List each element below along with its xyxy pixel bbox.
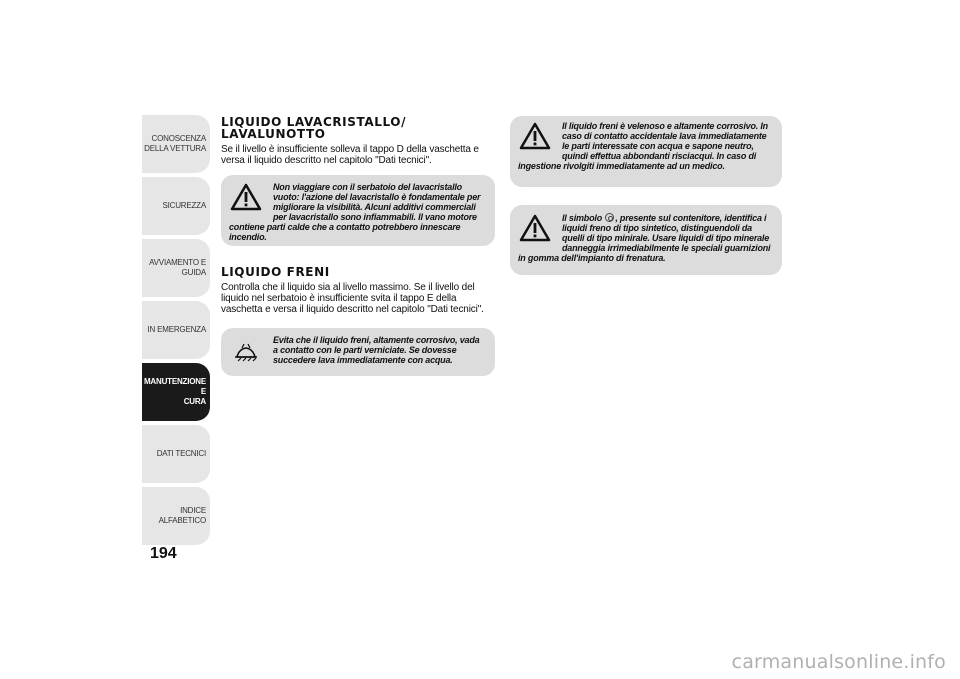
page-number: 194 [150, 545, 177, 562]
warning-text-suffix: , presente sul contenitore, identifica i liquidi freno di tipo sintetico, distinguendoli da quelli di tipo minirale. Usare liquidi di tipo minerale danneggia irrimediabilmente le speciali guarnizioni in gomma dell'impianto di frenatura. [518, 213, 771, 263]
tab-label: DATI TECNICI [156, 449, 206, 458]
warning-text-veleno: Il liquido freni è velenoso e altamente corrosivo. In caso di contatto accidentale lava immediatamente le parti interessate con acqua e sapone neutro, quindi effettua abbondanti risciacqui. In caso di ingestione rivolgiti immediatamente ad un medico. [518, 121, 768, 171]
warning-text-lavacristallo: Non viaggiare con il serbatoio del lavacristallo vuoto: l'azione del lavacristallo è fondamentale per migliorare la visibilità. Alcuni additivi commerciali per lavacristallo sono infiammabili. Il vano motore contiene parti calde che a contatto potrebbero innescare incendio. [229, 182, 481, 242]
tab-label: INDICE ALFABETICO [158, 506, 206, 525]
warning-text-vernice: Evita che il liquido freni, altamente corrosivo, vada a contatto con le parti verniciate. Se dovesse succedere lava immediatamente con acqua. [273, 335, 480, 365]
tab-label: AVVIAMENTO E GUIDA [149, 258, 206, 277]
paint-damage-icon [229, 335, 273, 367]
tab-avviamento[interactable] [142, 239, 210, 297]
section-body-lavacristallo: Se il livello è insufficiente solleva il tappo D della vaschetta e versa il liquido descritto nel capitolo "Dati tecnici". [221, 144, 479, 166]
warning-box-vernice [221, 328, 495, 376]
tab-label: MANUTENZIONE E CURA [143, 377, 206, 406]
tab-label: CONOSCENZA DELLA VETTURA [144, 134, 206, 153]
warning-triangle-icon [518, 121, 562, 153]
tab-label: SICUREZZA [162, 201, 206, 210]
warning-triangle-icon [229, 182, 273, 214]
tab-label: IN EMERGENZA [147, 325, 206, 334]
tab-sicurezza[interactable] [142, 177, 210, 235]
section-title-freni: LIQUIDO FRENI [221, 265, 330, 279]
warning-box-lavacristallo [221, 175, 495, 246]
watermark: carmanualsonline.info [731, 651, 946, 673]
section-title-lavacristallo: LIQUIDO LAVACRISTALLO/ LAVALUNOTTO [221, 115, 407, 141]
tab-dati-tecnici[interactable] [142, 425, 210, 483]
brake-fluid-symbol-icon [605, 213, 614, 222]
warning-box-veleno [510, 116, 782, 187]
left-column [221, 116, 495, 376]
tab-emergenza[interactable] [142, 301, 210, 359]
tab-conoscenza[interactable] [142, 115, 210, 173]
warning-text-prefix: Il simbolo [562, 213, 603, 223]
tab-manutenzione[interactable] [142, 363, 210, 421]
warning-triangle-icon [518, 213, 562, 245]
tab-indice[interactable] [142, 487, 210, 545]
warning-box-simbolo [510, 205, 782, 275]
section-body-freni: Controlla che il liquido sia al livello massimo. Se il livello del liquido nel serbatoio è insufficiente svita il tappo E della vaschetta e versa il liquido descritto nel capitolo "Dati tecnici". [221, 282, 484, 315]
right-column [510, 116, 782, 275]
